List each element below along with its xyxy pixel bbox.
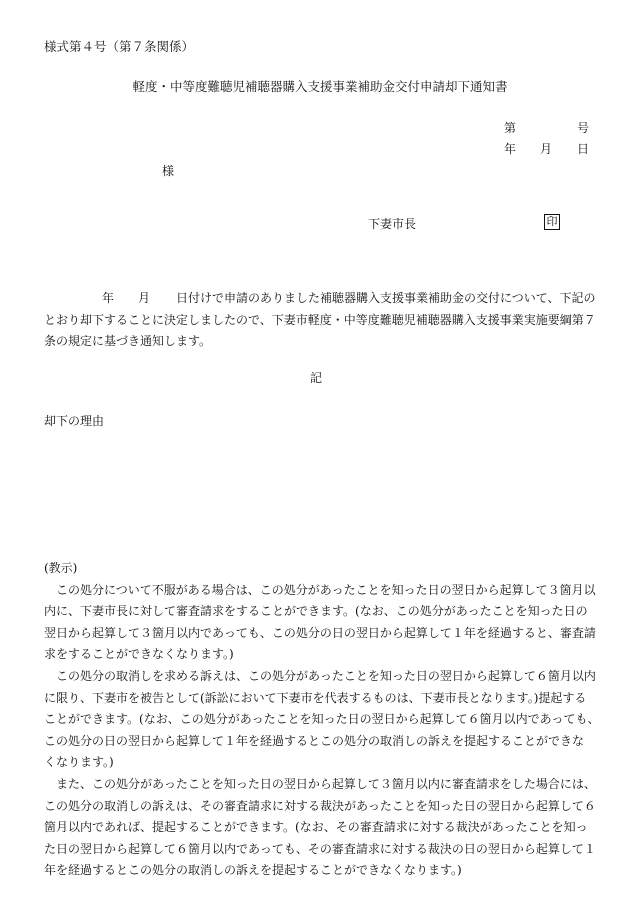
notice-line: この処分の取消しの訴えは、その審査請求に対する裁決があったことを知った日の翌日から起算して６ bbox=[44, 798, 596, 813]
ki-heading: 記 bbox=[309, 371, 322, 385]
notice-heading: (教示) bbox=[44, 561, 78, 575]
notice-line: この処分の日の翌日から起算して１年を経過するとこの処分の取消しの訴えを提起することができな bbox=[44, 733, 585, 748]
notice-line: くなります。) bbox=[44, 755, 114, 770]
appeal-notice bbox=[44, 558, 600, 882]
number-suffix: 号 bbox=[577, 121, 590, 135]
date-day: 日 bbox=[577, 142, 590, 156]
body-paragraph bbox=[44, 288, 596, 353]
notice-line: 年を経過するとこの処分の取消しの訴えを提起することができなくなります。) bbox=[44, 863, 462, 878]
notice-line: 箇月以内であれば、提起することができます。(なお、その審査請求に対する裁決があったことを知っ bbox=[44, 820, 588, 835]
form-number: 様式第４号（第７条関係） bbox=[44, 39, 195, 54]
notice-line: この処分の取消しを求める訴えは、この処分があったことを知った日の翌日から起算して６箇月以内 bbox=[56, 668, 596, 683]
body-line-1 bbox=[44, 288, 596, 310]
number-prefix: 第 bbox=[504, 121, 517, 135]
addressee-honorific: 様 bbox=[162, 164, 175, 178]
document-title: 軽度・中等度難聴児補聴器購入支援事業補助金交付申請却下通知書 bbox=[132, 79, 508, 94]
notice-line: に限り、下妻市を被告として(訴訟において下妻市を代表するものは、下妻市長となります。)提起する bbox=[44, 690, 587, 705]
body-line-2: とおり却下することに決定しましたので、下妻市軽度・中等度難聴児補聴器購入支援事業実施要綱第７ bbox=[44, 312, 596, 327]
notice-line: 内に、下妻市長に対して審査請求をすることができます。(なお、この処分があったことを知った日の bbox=[44, 604, 588, 619]
notice-line: た日の翌日から起算して６箇月以内であっても、その審査請求に対する裁決の日の翌日から起算して１ bbox=[44, 841, 596, 856]
notice-line: 翌日から起算して３箇月以内であっても、この処分の日の翌日から起算して１年を経過すると、審査請 bbox=[44, 625, 596, 640]
date-year: 年 bbox=[504, 142, 517, 156]
seal-mark: 印 bbox=[544, 214, 560, 230]
issuer-name: 下妻市長 bbox=[368, 217, 417, 231]
body-line-1-text: 日付けで申請のありました補聴器購入支援事業補助金の交付について、下記の bbox=[176, 291, 596, 305]
body-line-3: 条の規定に基づき通知します。 bbox=[44, 334, 212, 348]
notice-line: また、この処分があったことを知った日の翌日から起算して３箇月以内に審査請求をした場合には、 bbox=[56, 776, 596, 791]
rejection-reason-label: 却下の理由 bbox=[44, 414, 105, 428]
notice-line: この処分について不服がある場合は、この処分があったことを知った日の翌日から起算して３箇月以 bbox=[56, 582, 596, 597]
notice-line: ことができます。(なお、この処分があったことを知った日の翌日から起算して６箇月以内であっても、 bbox=[44, 712, 600, 727]
body-year: 年 bbox=[102, 291, 115, 305]
body-month: 月 bbox=[138, 291, 151, 305]
notice-line: 求をすることができなくなります。) bbox=[44, 647, 234, 662]
date-month: 月 bbox=[540, 142, 553, 156]
